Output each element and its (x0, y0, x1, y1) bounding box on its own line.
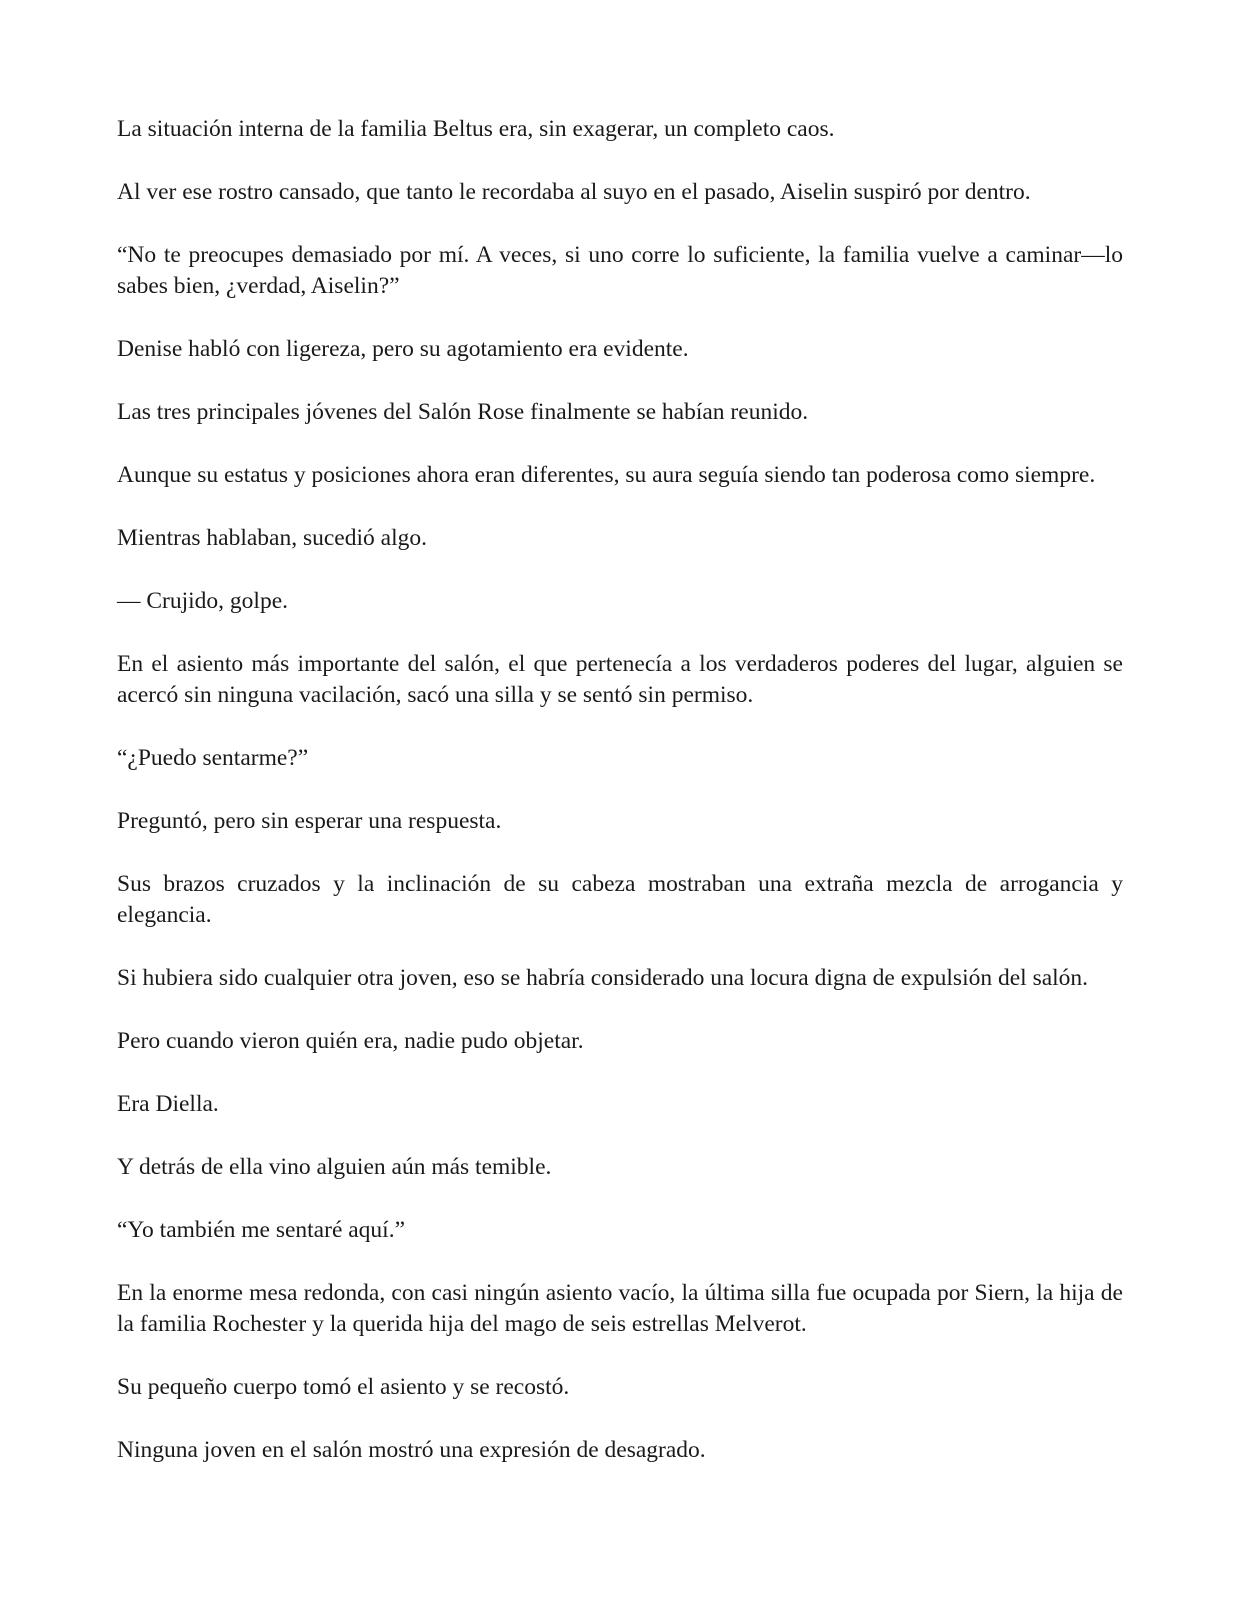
paragraph: Aunque su estatus y posiciones ahora eran diferentes, su aura seguía siendo tan poderosa como siempre. (117, 462, 1096, 488)
paragraph: Las tres principales jóvenes del Salón Rose finalmente se habían reunido. (117, 399, 809, 425)
paragraph: Sus brazos cruzados y la inclinación de su cabeza mostraban una extraña mezcla de arrogancia y elegancia. (117, 871, 1123, 928)
paragraph: — Crujido, golpe. (117, 588, 289, 614)
paragraph: En la enorme mesa redonda, con casi ningún asiento vacío, la última silla fue ocupada por Siern, la hija de la familia Rochester y la querida hija del mago de seis estrellas Melverot. (117, 1280, 1123, 1337)
document-page (117, 114, 1123, 1498)
paragraph: Su pequeño cuerpo tomó el asiento y se recostó. (117, 1374, 570, 1400)
paragraph: Preguntó, pero sin esperar una respuesta. (117, 808, 502, 834)
paragraph: La situación interna de la familia Beltus era, sin exagerar, un completo caos. (117, 116, 835, 142)
paragraph: “¿Puedo sentarme?” (117, 745, 309, 771)
paragraph: Si hubiera sido cualquier otra joven, eso se habría considerado una locura digna de expulsión del salón. (117, 965, 1089, 991)
paragraph: “No te preocupes demasiado por mí. A veces, si uno corre lo suficiente, la familia vuelve a caminar—lo sabes bien, ¿verdad, Aiselin?” (117, 242, 1123, 299)
paragraph: Era Diella. (117, 1091, 219, 1117)
paragraph: Pero cuando vieron quién era, nadie pudo objetar. (117, 1028, 584, 1054)
paragraph: Ninguna joven en el salón mostró una expresión de desagrado. (117, 1437, 706, 1463)
paragraph: En el asiento más importante del salón, el que pertenecía a los verdaderos poderes del lugar, alguien se acercó sin ninguna vacilación, sacó una silla y se sentó sin permiso. (117, 651, 1123, 708)
paragraph: Al ver ese rostro cansado, que tanto le recordaba al suyo en el pasado, Aiselin suspiró por dentro. (117, 179, 1031, 205)
paragraph: Y detrás de ella vino alguien aún más temible. (117, 1154, 552, 1180)
paragraph: Denise habló con ligereza, pero su agotamiento era evidente. (117, 336, 689, 362)
paragraph: Mientras hablaban, sucedió algo. (117, 525, 427, 551)
paragraph: “Yo también me sentaré aquí.” (117, 1217, 406, 1243)
